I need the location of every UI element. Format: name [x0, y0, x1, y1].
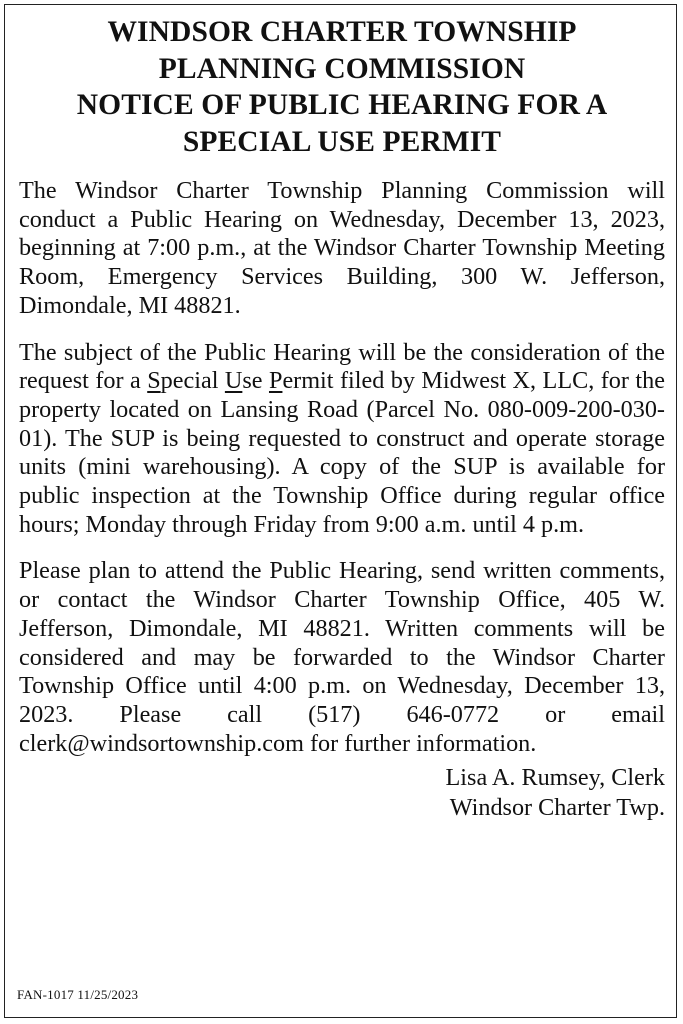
- subject-paragraph: [19, 339, 665, 540]
- signature-block: [19, 763, 665, 823]
- title-line-3: NOTICE OF PUBLIC HEARING FOR A: [76, 89, 608, 121]
- subject-text-end: filed by Midwest X, LLC, for the property located on Lansing Road (Parcel No. 080-009-200-030-01). The SUP is being requested to construct and operate storage units (mini warehousing). A copy of the SUP is available for public inspection at the Township Office during regular office hours; Monday through Friday from 9:00 a.m. until 4 p.m.: [19, 367, 665, 538]
- title-line-4: SPECIAL USE PERMIT: [182, 125, 502, 158]
- permit-word-rest: ermit: [282, 367, 334, 395]
- special-word-rest: pecial: [160, 367, 225, 395]
- notice-title: [19, 14, 665, 160]
- title-line-2: PLANNING COMMISSION: [158, 52, 526, 85]
- use-word-rest: se: [242, 367, 269, 395]
- comments-paragraph: Please plan to attend the Public Hearing, send written comments, or contact the Windsor Charter Township Office, 405 W. Jefferson, Dimondale, MI 48821. Written comments will be considered and may be forwarded to the Windsor Charter Township Office until 4:00 p.m. on Wednesday, December 13, 2023. Please call (517) 646-0772 or email clerk@windsortownship.com for further information.: [19, 557, 665, 757]
- underlined-p: P: [268, 367, 283, 395]
- title-line-1: WINDSOR CHARTER TOWNSHIP: [107, 16, 577, 48]
- footer-code: FAN-1017 11/25/2023: [17, 987, 139, 1002]
- signature-name: Lisa A. Rumsey, Clerk: [445, 764, 665, 792]
- hearing-details-paragraph: The Windsor Charter Township Planning Commission will conduct a Public Hearing on Wednesday, December 13, 2023, beginning at 7:00 p.m., at the Windsor Charter Township Meeting Room, Emergency Services Building, 300 W. Jefferson, Dimondale, MI 48821.: [19, 177, 665, 319]
- underlined-s: S: [147, 367, 161, 395]
- signature-organization: Windsor Charter Twp.: [449, 794, 665, 822]
- underlined-u: U: [224, 367, 243, 395]
- subject-text-start: The subject of the Public Hearing will be the consideration of the request for a: [19, 338, 665, 395]
- notice-body: [19, 14, 665, 823]
